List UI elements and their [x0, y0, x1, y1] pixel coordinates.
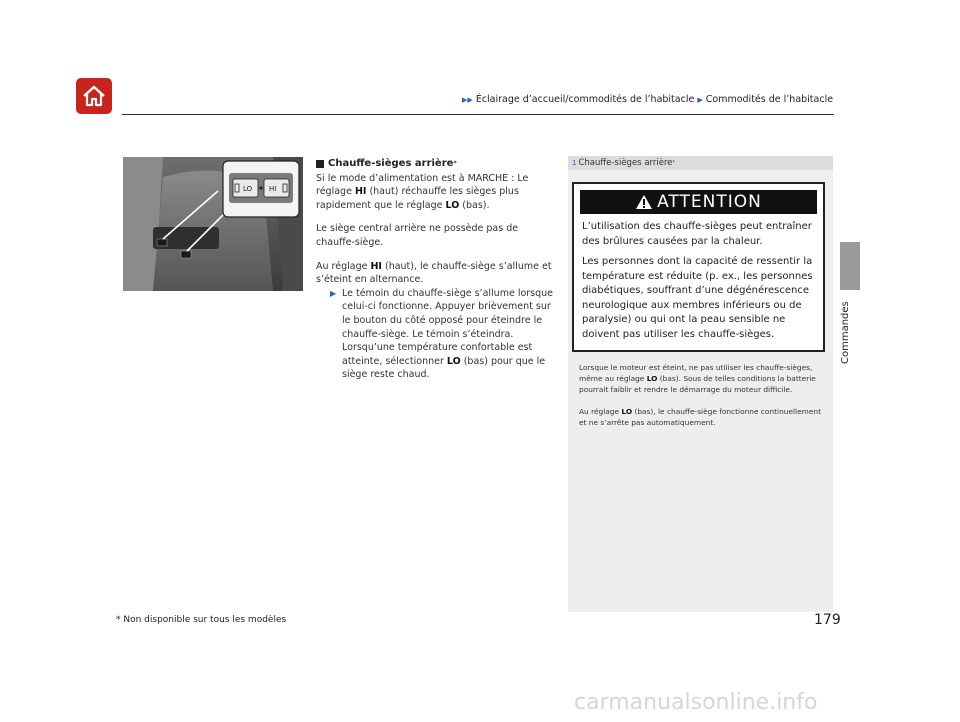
paragraph-2: Le siège central arrière ne possède pas de chauffe-siège. — [316, 223, 519, 248]
note-1: Lorsque le moteur est éteint, ne pas utiliser les chauffe-sièges, même au réglage LO (bas). Sous de telles conditions la batterie pourrait faiblir et rendre le démarrage du moteur difficile. — [579, 363, 816, 395]
notes-sidebar — [568, 156, 833, 612]
section-heading — [316, 157, 556, 171]
header-divider — [122, 114, 834, 115]
note-2: Au réglage LO (bas), le chauffe-siège fonctionne continuellement et ne s’arrête pas automatiquement. — [579, 406, 821, 427]
seat-heater-photo — [123, 157, 303, 291]
warning-icon — [635, 194, 653, 210]
home-button[interactable] — [76, 78, 112, 114]
chapter-tab[interactable] — [840, 242, 860, 290]
lo-label: LO — [243, 185, 253, 193]
page-number: 179 — [814, 612, 841, 628]
triangle-arrow-icon: ▶ — [330, 288, 337, 298]
main-section — [316, 157, 556, 382]
paragraph-3: Au réglage HI (haut), le chauffe-siège s’allume et s’éteint en alternance. — [316, 260, 552, 286]
warning-text: L’utilisation des chauffe-sièges peut entraîner des brûlures causées par la chaleur. Les personnes dont la capacité de ressentir la température est réduite (p. ex., les personnes diabétiques, souffrant d’une dégénérescence neurologique aux membres inférieurs ou de paralysie) ou qui ont la peau sensible ne doivent pas utiliser les chauffe-sièges. — [582, 221, 813, 340]
breadcrumb-item-1[interactable]: Éclairage d’accueil/commodités de l’habitacle — [475, 94, 695, 105]
sub-paragraph: ▶ Le témoin du chauffe-siège s’allume lorsque celui-ci fonctionne. Appuyer brièvement sur le bouton du côté opposé pour éteindre le chauffe-siège. Le témoin s’éteindra. Lorsqu’une température confortable est atteinte, sélectionner LO (bas) pour que le siège reste chaud. — [330, 287, 554, 381]
warning-title: ATTENTION — [580, 190, 817, 214]
paragraph-1: Si le mode d’alimentation est à MARCHE : Le réglage HI (haut) réchauffe les sièges plus rapidement que le réglage LO (bas). — [316, 172, 529, 211]
square-bullet-icon — [316, 160, 324, 168]
section-heading-text: Chauffe-sièges arrière — [328, 158, 454, 169]
watermark: carmanualsonline.info — [574, 690, 818, 715]
chapter-label: Commandes — [840, 301, 851, 364]
hi-label: HI — [269, 185, 277, 193]
sidebar-heading: 1 Chauffe-sièges arrière * — [568, 156, 833, 170]
breadcrumb-arrow-icon: ▶ — [697, 96, 703, 104]
footnote-mark: * — [453, 160, 457, 167]
warning-box — [572, 182, 825, 352]
breadcrumb-item-2[interactable]: Commodités de l’habitacle — [705, 94, 834, 105]
sidebar-notes — [568, 352, 833, 428]
home-icon — [81, 84, 107, 108]
breadcrumb-arrow-icon: ▶▶ — [462, 96, 473, 104]
note-icon: 1 — [572, 159, 577, 167]
footnote: * Non disponible sur tous les modèles — [116, 615, 287, 625]
breadcrumb — [462, 94, 833, 105]
